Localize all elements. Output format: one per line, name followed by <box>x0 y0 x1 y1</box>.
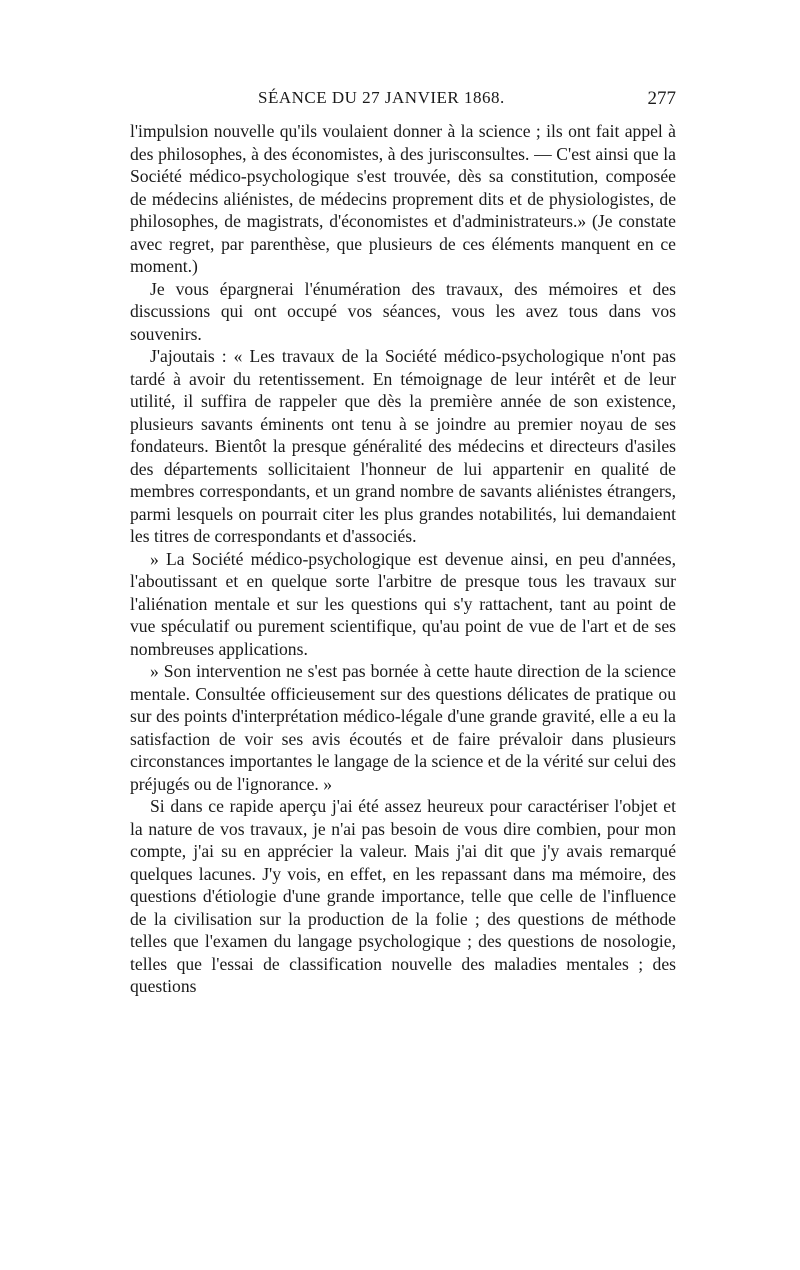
paragraph-lacunes: Si dans ce rapide aperçu j'ai été assez heureux pour caractériser l'objet et la nature de vos travaux, je n'ai pas besoin de vous dire combien, pour mon compte, j'ai su en apprécier la valeur. Mais j'ai dit que j'y avais remarqué quelques lacunes. J'y vois, en effet, en les repassant dans ma mémoire, des questions d'étiologie d'une grande importance, telle que celle de l'influence de la civilisation sur la production de la folie ; des questions de méthode telles que l'examen du langage psychologique ; des questions de nosologie, telles que l'essai de classification nouvelle des maladies mentales ; des questions <box>130 796 676 996</box>
paragraph-quotation-society: » La Société médico-psychologique est devenue ainsi, en peu d'années, l'aboutissant et en quelque sorte l'arbitre de presque tous les travaux sur l'aliénation mentale et sur les questions qui s'y rattachent, tant au point de vue spéculatif ou purement scientifique, qu'au point de vue de l'art et de ses nombreuses applications. <box>130 548 676 659</box>
book-page <box>130 88 676 998</box>
paragraph-enumeration: Je vous épargnerai l'énumération des travaux, des mémoires et des discussions qui ont occupé vos séances, vous les avez tous dans vos souvenirs. <box>130 278 676 344</box>
paragraph-continuation: l'impulsion nouvelle qu'ils voulaient donner à la science ; ils ont fait appel à des philosophes, à des économistes, à des jurisconsultes. — C'est ainsi que la Société médico-psychologique s'est trouvée, dès sa constitution, composée de médecins aliénistes, de médecins proprement dits et de physiologistes, de philosophes, de magistrats, d'économistes et d'administrateurs.» (Je constate avec regret, par parenthèse, que plusieurs de ces éléments manquent en ce moment.) <box>130 121 676 276</box>
body-text <box>130 120 676 998</box>
paragraph-quotation-start: J'ajoutais : « Les travaux de la Société médico-psychologique n'ont pas tardé à avoir du retentissement. En témoignage de leur intérêt et de leur utilité, il suffira de rappeler que dès la première année de son existence, plusieurs savants éminents ont tenu à se joindre au premier noyau de ses fondateurs. Bientôt la presque généralité des médecins et directeurs d'asiles des départements sollicitaient l'honneur de lui appartenir en qualité de membres correspondants, et un grand nombre de savants aliénistes étrangers, parmi lesquels on pourrait citer les plus grandes notabilités, lui demandaient les titres de correspondants et d'associés. <box>130 346 676 546</box>
page-number: 277 <box>647 88 676 109</box>
paragraph-quotation-intervention: » Son intervention ne s'est pas bornée à cette haute direction de la science mentale. Consultée officieusement sur des questions délicates de pratique ou sur des points d'interprétation médico-légale d'une grande gravité, elle a eu la satisfaction de voir ses avis écoutés et de faire prévaloir dans plusieurs circonstances importantes le langage de la science et de la vérité sur celui des préjugés ou de l'ignorance. » <box>130 661 676 794</box>
running-title: SÉANCE DU 27 JANVIER 1868. <box>258 88 505 107</box>
running-head <box>130 88 676 120</box>
